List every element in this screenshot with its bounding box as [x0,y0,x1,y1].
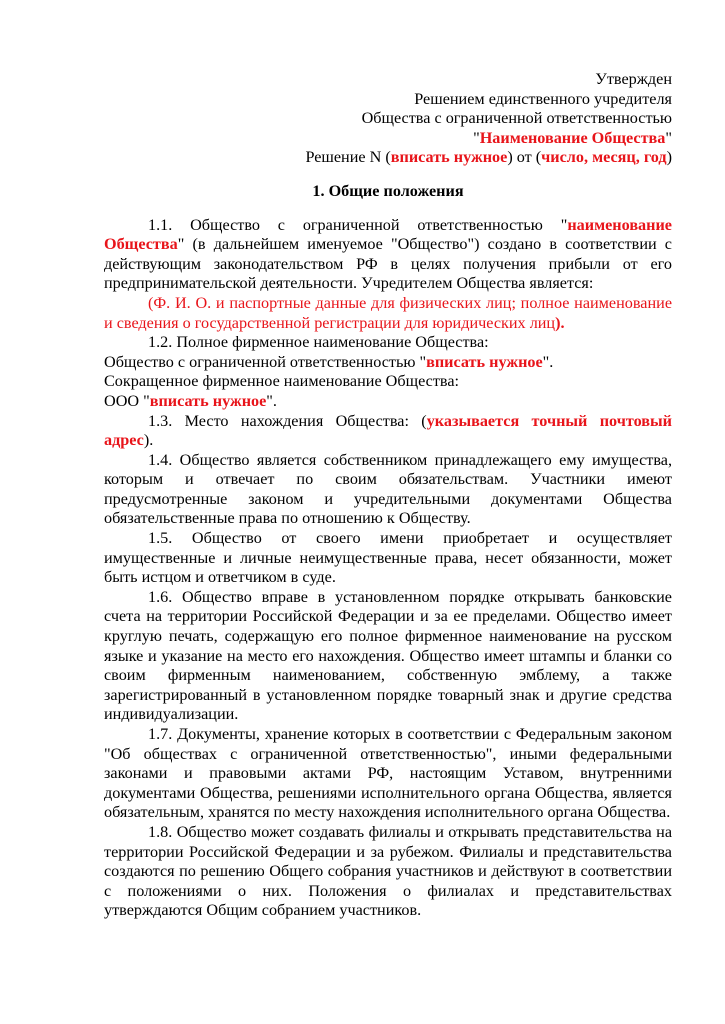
paragraph-1-4: 1.4. Общество является собственником принадлежащего ему имущества, которым и отвечает по своим обязательствам. Участники имеют предусмотренные законом и учредительными документами Общества обязательственные права по отношению к Обществу. [104,450,672,528]
decision-date-placeholder: число, месяц, год [541,148,667,167]
founder-placeholder: Ф. И. О. и паспортные данные для физических лиц; полное наименование и сведения о государственной регистрации для юридических лиц [104,293,672,332]
approval-line-5 [104,148,672,168]
short-name-placeholder: вписать нужное [149,391,267,410]
text: ". [266,391,277,410]
address-placeholder: указывается точный почтовый адрес [104,411,672,450]
text: 1.1. Общество с ограниченной ответственностью " [148,215,568,234]
text: ) от ( [507,148,542,167]
paragraph-1-6: 1.6. Общество вправе в установленном порядке открывать банковские счета на территории Российской Федерации и за ее пределами. Общество имеет круглую печать, содержащую его полное фирменное наименование на русском языке и указание на место его нахождения. Общество имеет штампы и бланки со своим фирменным наименованием, собственную эмблему, а также зарегистрированный в установленном порядке товарный знак и другие средства индивидуализации. [104,587,672,724]
paragraph-1-8: 1.8. Общество может создавать филиалы и открывать представительства на территории Российской Федерации и за рубежом. Филиалы и представительства создаются по решению Общего собрания участников и действуют в соответствии с положениями о них. Положения о филиалах и представительствах утверждаются Общим собранием участников. [104,822,672,920]
section-title: 1. Общие положения [312,181,464,200]
text: 1.3. Место нахождения Общества: ( [148,411,427,430]
text: ( [148,293,154,312]
quote: " [473,128,480,147]
full-name-line [104,353,672,373]
decision-number-placeholder: вписать нужное [390,148,508,167]
company-name-placeholder: Наименование Общества [479,128,666,147]
document-page [104,70,672,921]
text: ). [555,313,565,332]
short-name-label: Сокращенное фирменное наименование Общества: [104,372,460,391]
text: Решение N ( [305,148,391,167]
approval-line-3: Общества с ограниченной ответственностью [361,109,672,128]
approval-line-1: Утвержден [595,70,672,88]
text: " (в дальнейшем именуемое "Общество") создано в соответствии с действующим законодательством РФ в целях получения прибыли от его предпринимательской деятельности. Учредителем Общества является: [104,235,672,293]
full-name-placeholder: вписать нужное [426,352,543,371]
text: ) [666,148,672,167]
paragraph-1-3 [104,412,672,451]
text: ООО " [104,391,150,410]
text: Общество с ограниченной ответственностью " [104,352,427,371]
paragraph-1-7: 1.7. Документы, хранение которых в соответствии с Федеральным законом "Об обществах с ограниченной ответственностью", иными федеральными законами и правовыми актами РФ, настоящим Уставом, внутренними документами Общества, решениями исполнительного органа Общества, является обязательным, хранятся по месту нахождения исполнительного органа Общества. [104,725,672,822]
short-name-line [104,392,672,412]
text: ". [542,352,554,371]
approval-line-2: Решением единственного учредителя [414,89,672,108]
paragraph-1-5: 1.5. Общество от своего имени приобретает и осуществляет имущественные и личные неимущественные права, несет обязанности, может быть истцом и ответчиком в суде. [104,529,672,587]
paragraph-1-1 [104,216,672,294]
founder-placeholder-paragraph [104,294,672,333]
quote: " [665,128,672,147]
paragraph-1-2: 1.2. Полное фирменное наименование Общества: [148,333,489,352]
approval-line-4 [104,129,672,149]
text: ). [143,431,154,450]
approval-block [104,70,672,168]
company-name-placeholder: наименование Общества [104,215,672,254]
